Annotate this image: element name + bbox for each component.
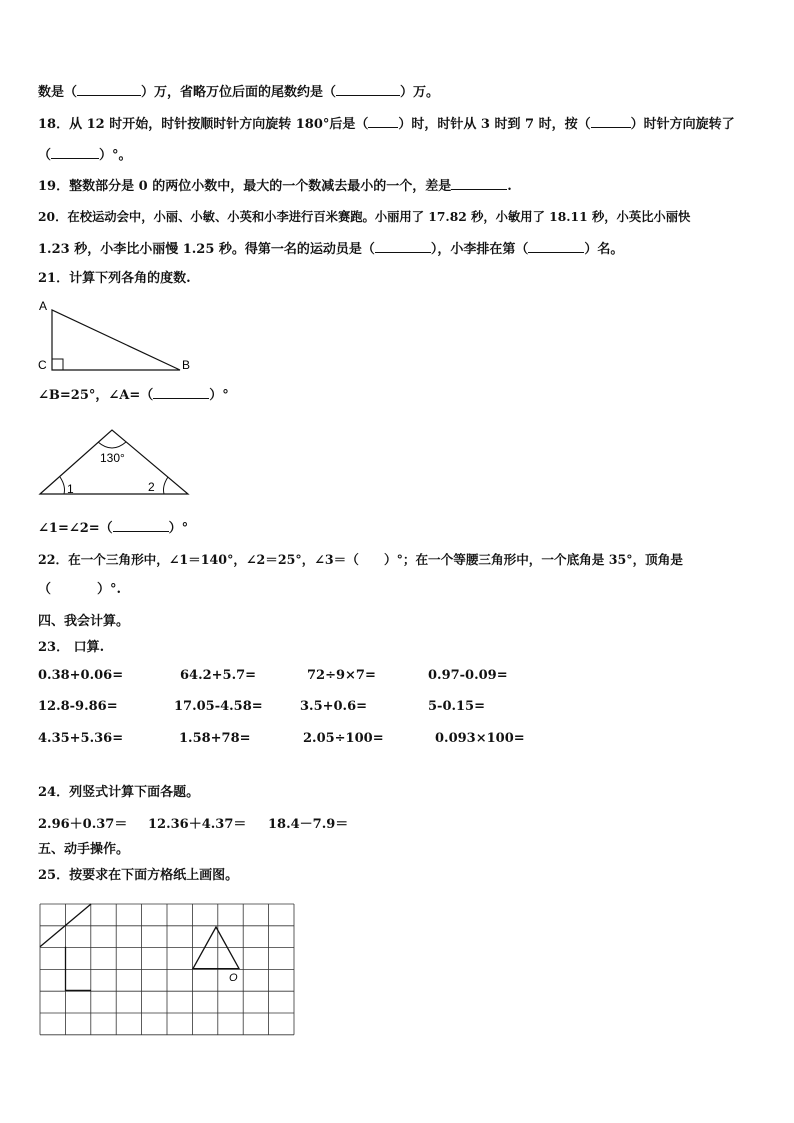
angle1-arc xyxy=(60,477,65,494)
calc-r1c4: 0.97-0.09= xyxy=(428,668,508,683)
answer-blank[interactable] xyxy=(451,177,507,190)
text: （ xyxy=(38,582,52,597)
obtuse-triangle-figure xyxy=(36,424,196,500)
q17-tail-line xyxy=(38,83,439,101)
vertical-calc-3: 18.4－7.9＝ xyxy=(268,817,349,832)
q20-line1 xyxy=(38,209,690,225)
right-angle-mark xyxy=(52,359,63,370)
section-4-heading: 四、我会计算。 xyxy=(38,614,130,629)
q21-eq1 xyxy=(38,386,229,404)
calc-r3c3: 2.05÷100= xyxy=(303,731,384,746)
grid-paper xyxy=(38,902,298,1040)
text: ）°. xyxy=(97,582,122,597)
text: ）° xyxy=(168,521,189,536)
calc-r2c2: 17.05-4.58= xyxy=(174,699,263,714)
calc-r2c1: 12.8-9.86= xyxy=(38,699,118,714)
calc-r2c4: 5-0.15= xyxy=(428,699,485,714)
text: ）名。 xyxy=(584,242,624,257)
angle1-label: 1 xyxy=(67,482,74,496)
q24-title: 24．列竖式计算下面各题。 xyxy=(38,785,200,800)
text: ）时，时针从 3 时到 7 时，按（ xyxy=(398,117,591,132)
apex-angle-label: 130° xyxy=(100,451,125,465)
calc-r3c4: 0.093×100= xyxy=(435,731,525,746)
angle2-arc xyxy=(164,477,169,494)
text: ）° xyxy=(209,388,229,403)
vertex-label-b: B xyxy=(182,358,191,372)
text: 18．从 12 时开始，时针按顺时针方向旋转 180°后是（ xyxy=(38,117,369,132)
calc-r3c2: 1.58+78= xyxy=(179,731,251,746)
vertex-label-c: C xyxy=(38,358,47,372)
q25-title: 25．按要求在下面方格纸上画图。 xyxy=(38,868,239,883)
answer-blank[interactable] xyxy=(113,519,169,532)
q18-line2 xyxy=(38,146,132,164)
text: ）时针方向旋转了 xyxy=(630,117,735,132)
text: ），小李排在第（ xyxy=(430,242,529,257)
angle2-label: 2 xyxy=(148,480,155,494)
right-triangle-figure xyxy=(30,296,210,376)
answer-blank[interactable] xyxy=(591,115,631,128)
q18-line1 xyxy=(38,115,735,133)
text: 20．在校运动会中，小丽、小敏、小英和小李进行百米赛跑。小丽用了 17.82 秒，小敏用了 18.11 秒，小英比小丽快 xyxy=(38,209,691,224)
q21-eq2 xyxy=(38,519,188,537)
vertical-calc-1: 2.96＋0.37＝ xyxy=(38,817,128,832)
text: ）万。 xyxy=(400,85,440,100)
q23-title: 23． 口算. xyxy=(38,640,105,655)
l-shape-figure xyxy=(66,947,92,991)
answer-blank[interactable] xyxy=(375,240,431,253)
q21-title: 21．计算下列各角的度数. xyxy=(38,271,191,286)
text: 19．整数部分是 0 的两位小数中，最大的一个数减去最小的一个，差是 xyxy=(38,179,452,194)
calc-r3c1: 4.35+5.36= xyxy=(38,731,124,746)
text: 1.23 秒，小李比小丽慢 1.25 秒。得第一名的运动员是（ xyxy=(38,242,375,257)
vertex-label-a: A xyxy=(39,299,48,313)
answer-blank[interactable] xyxy=(153,386,209,399)
text: ）°。 xyxy=(99,148,132,163)
apex-angle-arc xyxy=(98,442,126,448)
calc-r2c3: 3.5+0.6= xyxy=(300,699,368,714)
answer-blank[interactable] xyxy=(51,146,99,159)
answer-blank[interactable] xyxy=(528,240,584,253)
text: （ xyxy=(38,148,52,163)
answer-blank[interactable] xyxy=(368,115,398,128)
text: 数是（ xyxy=(38,85,78,100)
point-o-label: O xyxy=(229,972,238,984)
grid-lines xyxy=(40,904,294,1035)
answer-blank[interactable] xyxy=(336,83,400,96)
text: . xyxy=(507,179,512,194)
text: ）万，省略万位后面的尾数约是（ xyxy=(141,85,337,100)
triangle-abc xyxy=(52,310,180,370)
text: 22．在一个三角形中，∠1＝140°，∠2＝25°，∠3＝（ ）°；在一个等腰三角形中，一个底角是 35°，顶角是 xyxy=(38,552,683,567)
q22-line2 xyxy=(38,582,121,598)
vertical-calc-2: 12.36＋4.37＝ xyxy=(148,817,247,832)
q19-line xyxy=(38,177,512,195)
calc-r1c3: 72÷9×7= xyxy=(307,668,376,683)
q20-line2 xyxy=(38,240,623,258)
section-5-heading: 五、动手操作。 xyxy=(38,842,130,857)
text: ∠1=∠2=（ xyxy=(38,521,113,536)
calc-r1c2: 64.2+5.7= xyxy=(180,668,257,683)
text: ∠B=25°，∠A=（ xyxy=(38,388,154,403)
calc-r1c1: 0.38+0.06= xyxy=(38,668,124,683)
q22-line1 xyxy=(38,552,683,568)
answer-blank[interactable] xyxy=(77,83,141,96)
